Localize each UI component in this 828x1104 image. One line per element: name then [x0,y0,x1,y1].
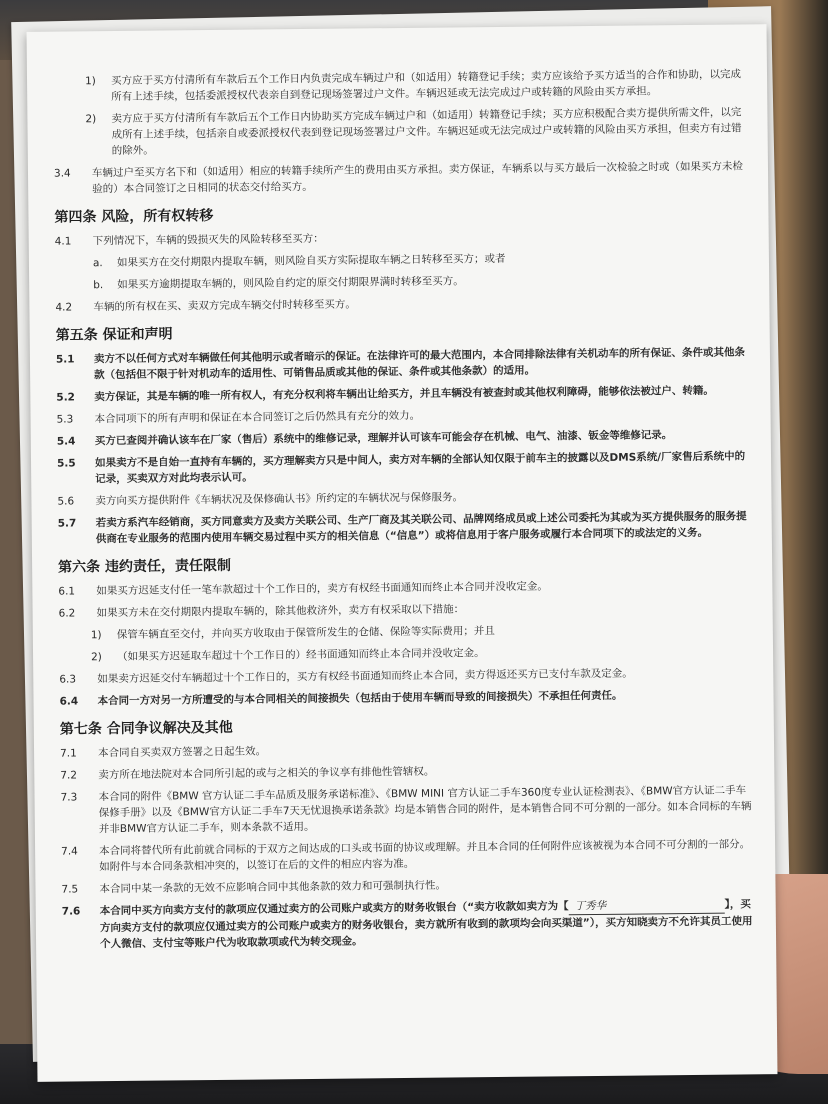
sub-item: 1) 买方应于买方付清所有车款后五个工作日内负责完成车辆过户和（如适用）转籍登记手续；卖方应该给予买方适当的合作和协助，以完成所有上述手续，包括委派授权代表亲自到登记现场签署过户文件。车辆迟延或无法完成过户或转籍的风险由买方承担。 [84,68,742,104]
section-4-title: 第四条 风险，所有权转移 [54,207,214,226]
clause-5-1: 5.1 卖方不以任何方式对车辆做任何其他明示或者暗示的保证。在法律许可的最大范围内，本合同排除法律有关机动车的所有保证、条件或其他条款（包括但不限于针对机动车的适用性、可销售品质或其他的保证、条件或其他条款）的适用。 [55,346,745,382]
clause-6-2: 6.2 如果买方未在交付期限内提取车辆的，除其他救济外，卖方有权采取以下措施： [58,603,465,620]
clause-6-1: 6.1 如果买方迟延支付任一笔车款超过十个工作日的，卖方有权经书面通知而终止本合同并没收定金。 [58,580,548,598]
section-5-title: 第五条 保证和声明 [55,326,173,344]
clause-7-3: 7.3 本合同的附件《BMW 官方认证二手车品质及服务承诺标准》、《BMW MINI 官方认证二手车360度专业认证检测表》、《BMW官方认证二手车保修手册》以及《BMW官方认证二手车7天无忧退换承诺条款》均是本销售合同的附件，是本销售合同不可分割的一部分。如本合同标的车辆并非BMW官方认证二手车，则本条款不适用。 [60,784,752,836]
clause-5-7: 5.7 若卖方系汽车经销商，买方同意卖方及卖方关联公司、生产厂商及其关联公司、品牌网络成员或上述公司委托为其或为买方提供服务的服务提供商在专业服务的范围内使用车辆交易过程中买方的相关信息（“信息”）或将信息用于客户服务或履行本合同项下的或法定的义务。 [57,510,747,546]
sub-item: 1) 保管车辆直至交付，并向买方收取由于保管所发生的仓储、保险等实际费用；并且 [90,625,495,642]
clause-4-1: 4.1 下列情况下，车辆的毁损灭失的风险转移至买方： [54,232,324,248]
clause-6-4: 6.4 本合同一方对另一方所遭受的与本合同相关的间接损失（包括由于使用车辆而导致的间接损失）不承担任何责任。 [59,689,623,708]
section-6-title: 第六条 违约责任，责任限制 [58,557,232,576]
alpha-item: b. 如果买方逾期提取车辆的，则风险自约定的原交付期限界满时转移至买方。 [93,275,464,292]
clause-5-2: 5.2 卖方保证，其是车辆的唯一所有权人，有充分权利将车辆出让给买方，并且车辆没有被查封或其他权利障碍，能够依法被过户、转籍。 [56,384,714,404]
clause-5-6: 5.6 卖方向买方提供附件《车辆状况及保修确认书》所约定的车辆状况与保修服务。 [57,491,463,508]
contract-page [27,24,778,1082]
section-7-title: 第七条 合同争议解决及其他 [59,719,233,738]
clause-7-5: 7.5 本合同中某一条款的无效不应影响合同中其他条款的效力和可强制执行性。 [61,879,447,896]
clause-7-6-pre: 本合同中买方向卖方支付的款项应仅通过卖方的公司账户或卖方的财务收银台（“卖方收款如卖方为【 [99,900,569,918]
clause-6-3: 6.3 如果卖方迟延交付车辆超过十个工作日的，买方有权经书面通知而终止本合同，卖方得返还买方已支付车款及定金。 [59,667,633,686]
sub-item: 2) 卖方应于买方付清所有车款后五个工作日内协助买方完成车辆过户和（如适用）转籍登记手续；买方应积极配合卖方提供所需文件，以完成所有上述手续，包括亲自或委派授权代表到登记现场签署过户文件。车辆迟延或无法完成过户或转籍的风险由买方承担，但卖方有过错的除外。 [85,106,742,158]
alpha-item: a. 如果买方在交付期限内提取车辆，则风险自买方实际提取车辆之日转移至买方；或者 [92,252,506,270]
clause-3-4: 3.4 车辆过户至买方名下和（如适用）相应的转籍手续所产生的费用由买方承担。卖方保证，车辆系以与买方最后一次检验之时或（如果买方未检验的）本合同签订之日相同的状态交付给买方。 [53,160,744,196]
clause-7-6-post: 】，买方向卖方支付的款项应仅通过卖方的公司账户或卖方的财务收银台，卖方就所有收到的款项均会向买渠道”），买方知晓卖方不允许其员工使用个人微信、支付宝等账户代为收取款项或代为转交现金。 [99,898,753,951]
clause-7-6: 7.6 本合同中买方向卖方支付的款项应仅通过卖方的公司账户或卖方的财务收银台（“卖方收款如卖方为【 丁秀华 】，买方向卖方支付的款项应仅通过卖方的公司账户或卖方的财务收银台，卖方就所有收到的款项均会向买渠道”），买方知晓卖方不允许其员工使用个人微信、支付宝等账户代为收取款项或代为转交现金。 [61,898,753,951]
clause-7-2: 7.2 卖方所在地法院对本合同所引起的或与之相关的争议享有排他性管辖权。 [60,765,435,782]
clause-5-3: 5.3 本合同项下的所有声明和保证在本合同签订之后仍然具有充分的效力。 [56,409,421,426]
sub-item: 2) （如果买方迟延取车超过十个工作日的）经书面通知而终止本合同并没收定金。 [91,647,485,664]
seller-name-field: 丁秀华 [569,897,725,916]
clause-5-5: 5.5 如果卖方不是自始一直持有车辆的，买方理解卖方只是中间人，卖方对车辆的全部认知仅限于前车主的披露以及DMS系统/厂家售后系统中的记录，买卖双方对此均表示认可。 [56,450,746,486]
clause-7-4: 7.4 本合同将替代所有此前就合同标的于双方之间达成的口头或书面的协议或理解。并且本合同的任何附件应该被视为本合同不可分割的一部分。如附件与本合同条款相冲突的，以签订在后的文件的相应内容为准。 [61,838,751,874]
clause-5-4: 5.4 买方已查阅并确认该车在厂家（售后）系统中的维修记录，理解并认可该车可能会存在机械、电气、油漆、钣金等维修记录。 [56,429,673,448]
contract-content [53,66,756,958]
clause-4-2: 4.2 车辆的所有权在买、卖双方完成车辆交付时转移至买方。 [55,298,356,314]
clause-7-1: 7.1 本合同自买卖双方签署之日起生效。 [60,745,267,760]
